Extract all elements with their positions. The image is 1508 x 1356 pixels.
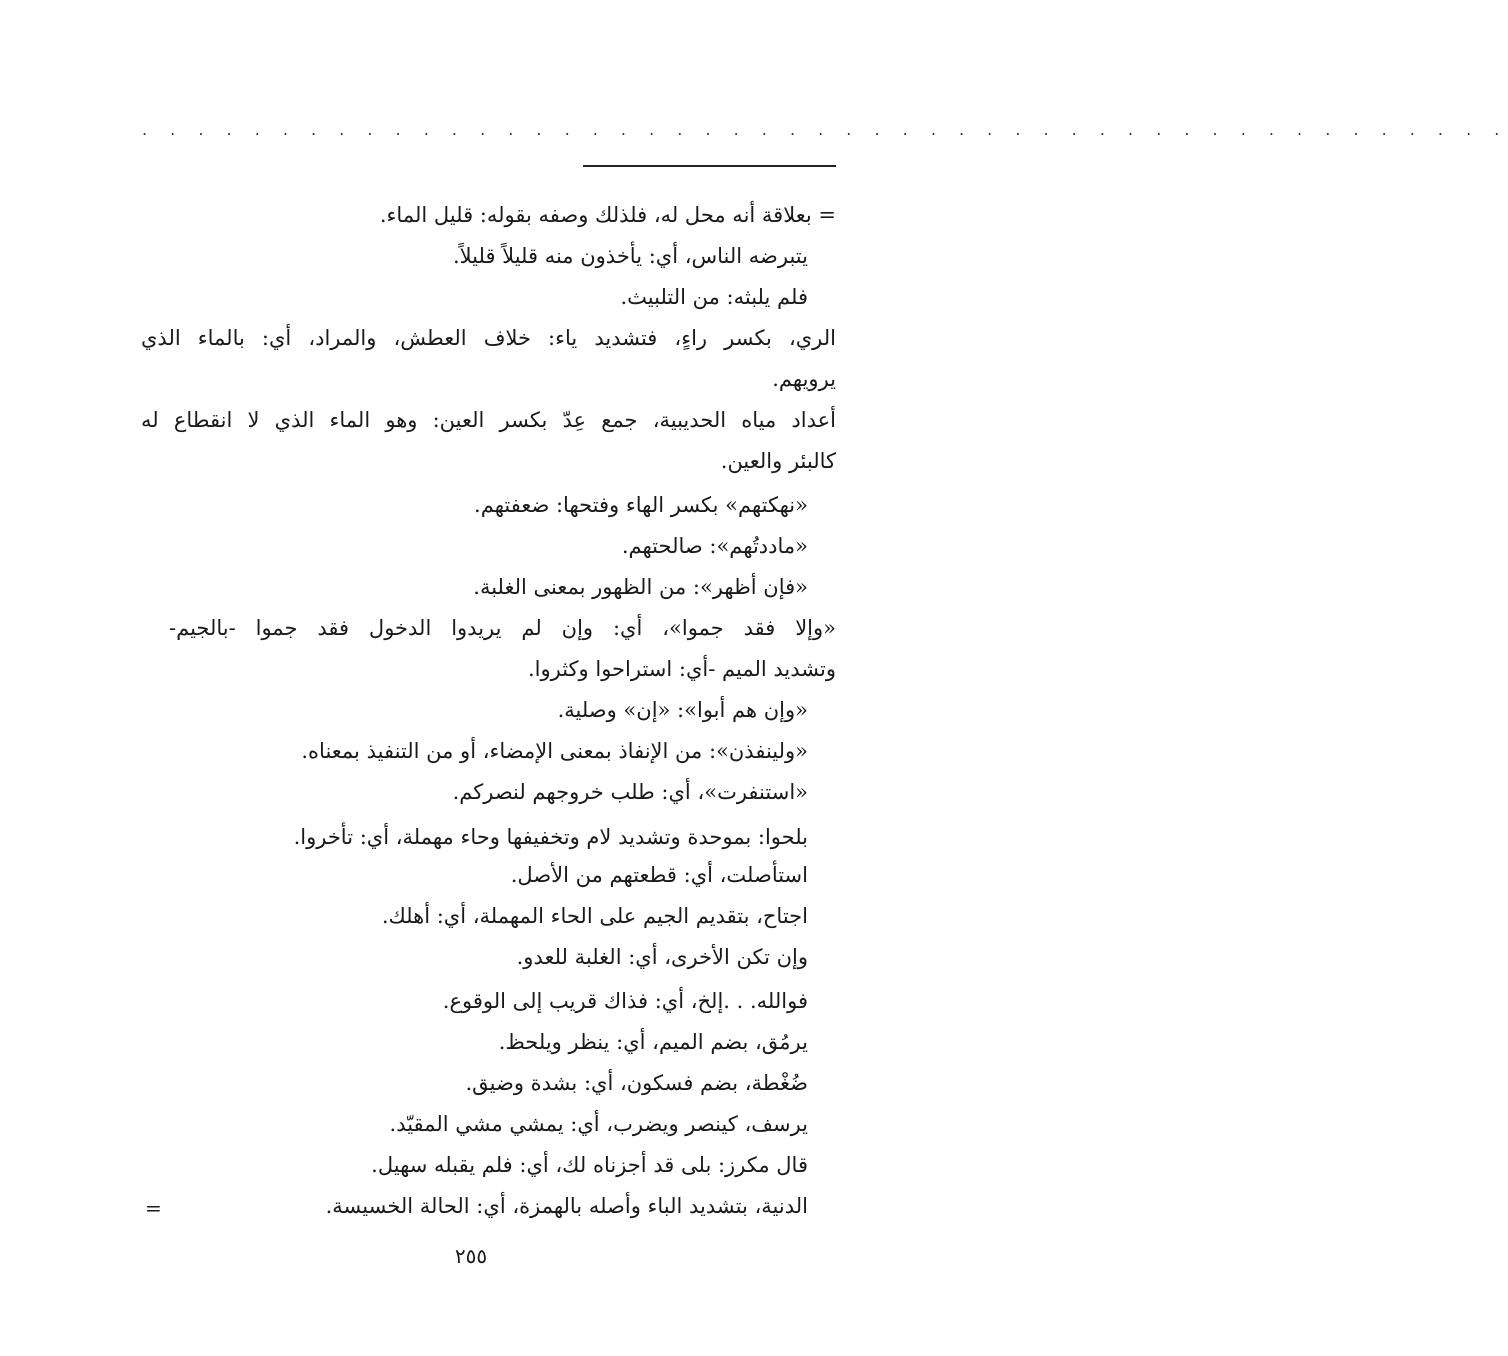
text-line: «فإن أظهر»: من الظهور بمعنى الغلبة. [473,575,808,599]
text-line: فلم يلبثه: من التلبيث. [620,285,808,309]
text-line: بلحوا: بموحدة وتشديد لام وتخفيفها وحاء مهملة، أي: تأخروا. [293,825,808,849]
dotted-header-rule: . . . . . . . . . . . . . . . . . . . . . . . . . . . . . . . . . . . . . . . . . . . . . . . . . [142,120,1508,139]
text-line: استأصلت، أي: قطعتهم من الأصل. [510,863,808,887]
text-line: يتبرضه الناس، أي: يأخذون منه قليلاً قليلاً. [452,244,808,268]
text-line: اجتاح، بتقديم الجيم على الحاء المهملة، أي: أهلك. [381,904,808,928]
text-line: «نهكتهم» بكسر الهاء وفتحها: ضعفتهم. [474,493,808,517]
text-line: أعداد مياه الحديبية، جمع عِدّ بكسر العين: وهو الماء الذي لا انقطاع له [141,408,836,432]
text-line: يرسف، كينصر ويضرب، أي: يمشي مشي المقيّد. [389,1112,808,1136]
text-line: «ماددتُهم»: صالحتهم. [621,534,808,558]
text-line: «وإن هم أبوا»: «إن» وصلية. [557,698,808,722]
text-line: الدنية، بتشديد الباء وأصله بالهمزة، أي: الحالة الخسيسة. [325,1194,808,1218]
footnote-separator-line [583,165,836,167]
text-line: قال مكرز: بلى قد أجزناه لك، أي: فلم يقبله سهيل. [371,1153,808,1177]
page-number: ٢٥٥ [454,1244,488,1268]
text-line: وإن تكن الأخرى، أي: الغلبة للعدو. [516,945,808,969]
text-line: كالبئر والعين. [720,449,836,473]
text-line: الري، بكسر راءٍ، فتشديد ياء: خلاف العطش، والمراد، أي: بالماء الذي [141,326,836,350]
text-line: يرويهم. [772,367,836,391]
continuation-mark: = [145,1196,162,1220]
text-line: فوالله. . .إلخ، أي: فذاك قريب إلى الوقوع. [442,989,808,1013]
text-line: «استنفرت»، أي: طلب خروجهم لنصركم. [452,780,808,804]
text-line: ضُغْطة، بضم فسكون، أي: بشدة وضيق. [465,1071,808,1095]
text-line: يرمُق، بضم الميم، أي: ينظر ويلحظ. [498,1030,808,1054]
text-line: = بعلاقة أنه محل له، فلذلك وصفه بقوله: قليل الماء. [379,203,836,227]
text-line: «ولينفذن»: من الإنفاذ بمعنى الإمضاء، أو من التنفيذ بمعناه. [301,739,808,763]
text-line: «وإلا فقد جموا»، أي: وإن لم يريدوا الدخول فقد جموا -بالجيم- [169,616,836,640]
text-line: وتشديد الميم -أي: استراحوا وكثروا. [527,657,836,681]
